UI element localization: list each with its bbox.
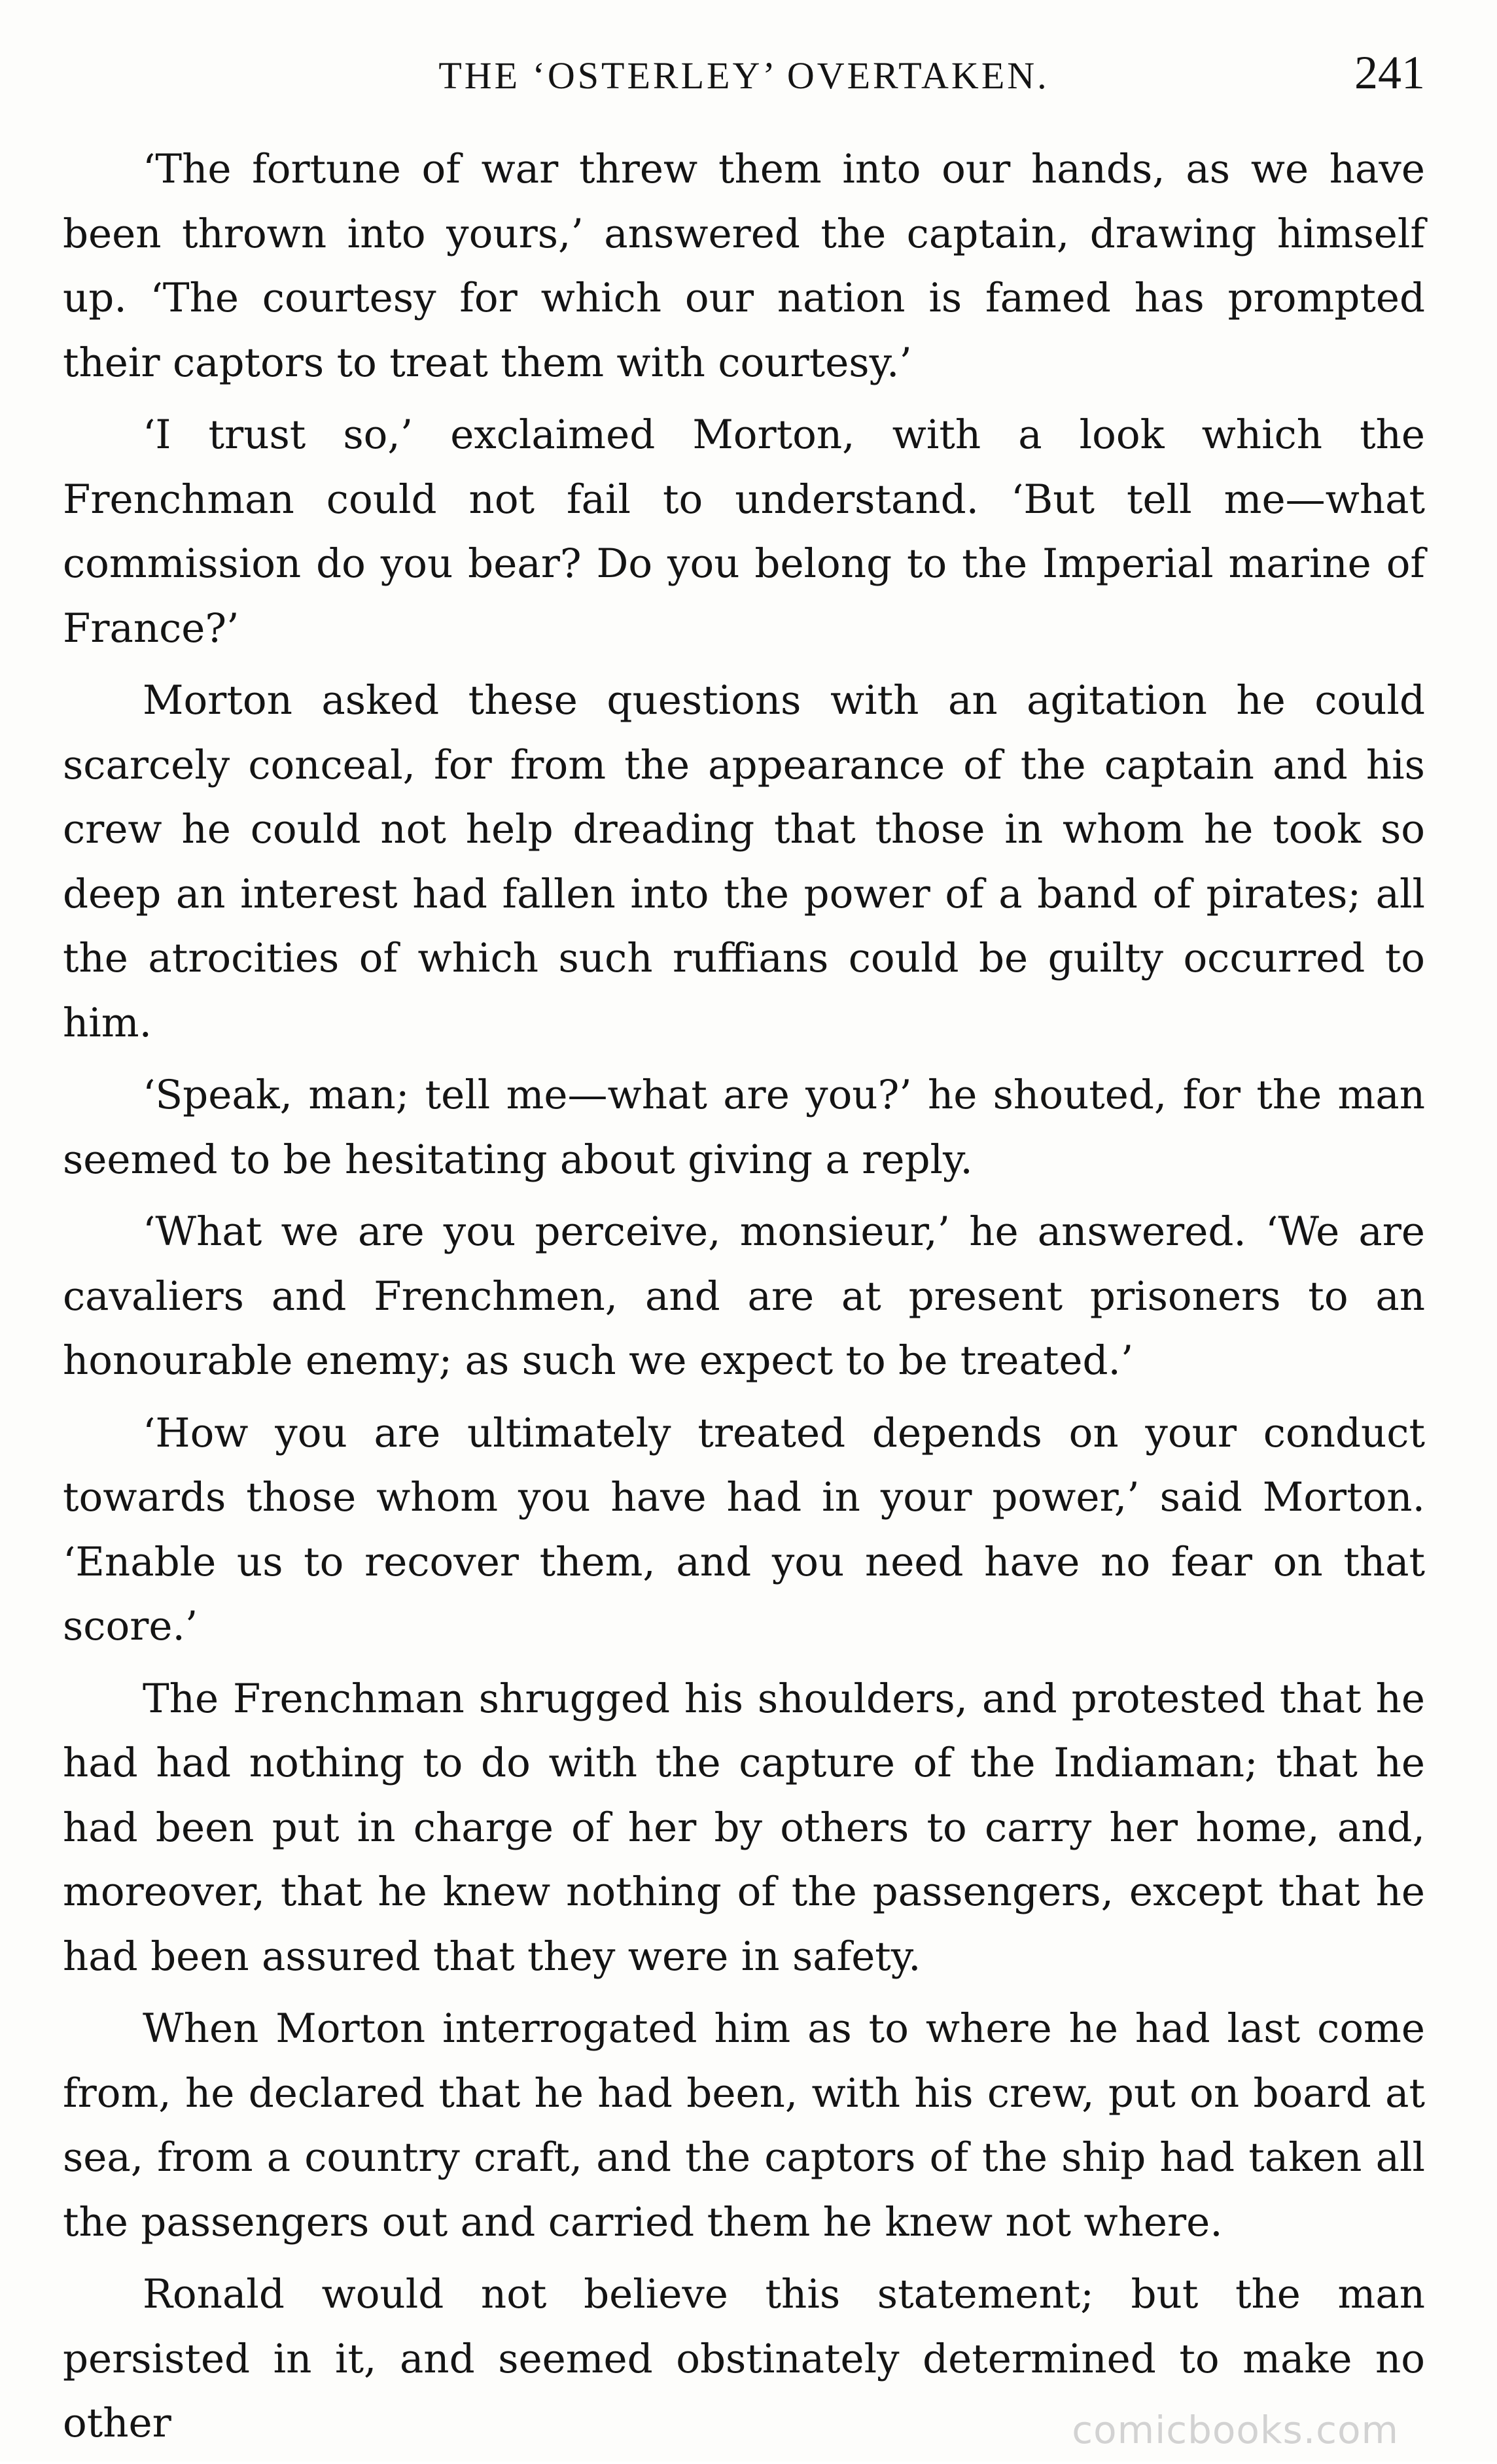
- paragraph-9: Ronald would not believe this statement; but the man persisted in it, and seemed obstinately determined to make no other: [63, 2271, 1425, 2446]
- paragraph-4: ‘Speak, man; tell me—what are you?’ he shouted, for the man seemed to be hesitating about giving a reply.: [63, 1072, 1425, 1183]
- page-number: 241: [1354, 46, 1425, 99]
- paragraph-2: ‘I trust so,’ exclaimed Morton, with a look which the Frenchman could not fail to understand. ‘But tell me—what commission do you bear? Do you belong to the Imperial marine of France?’: [63, 412, 1425, 652]
- paragraph-8: When Morton interrogated him as to where he had last come from, he declared that he had been, with his crew, put on board at sea, from a country craft, and the captors of the ship had taken all the passengers out and carried them he knew not where.: [63, 2005, 1425, 2245]
- running-title: THE ‘OSTERLEY’ OVERTAKEN.: [438, 54, 1049, 97]
- paragraph-5: ‘What we are you perceive, monsieur,’ he answered. ‘We are cavaliers and Frenchmen, and are at present prisoners to an honourable enemy; as such we expect to be treated.’: [63, 1208, 1425, 1384]
- running-head: [63, 39, 1425, 111]
- body-text: [63, 137, 1425, 2464]
- paragraph-6: ‘How you are ultimately treated depends on your conduct towards those whom you have had in your power,’ said Morton. ‘Enable us to recover them, and you need have no fear on that score.’: [63, 1409, 1425, 1649]
- paragraph-7: The Frenchman shrugged his shoulders, and protested that he had had nothing to do with the capture of the Indiaman; that he had been put in charge of her by others to carry her home, and, moreover, that he knew nothing of the passengers, except that he had been assured that they were in safety.: [63, 1675, 1425, 1980]
- paragraph-1: ‘The fortune of war threw them into our hands, as we have been thrown into yours,’ answered the captain, drawing himself up. ‘The courtesy for which our nation is famed has prompted their captors to treat them with courtesy.’: [63, 146, 1425, 386]
- paragraph-3: Morton asked these questions with an agitation he could scarcely conceal, for from the appearance of the captain and his crew he could not help dreading that those in whom he took so deep an interest had fallen into the power of a band of pirates; all the atrocities of which such ruffians could be guilty occurred to him.: [63, 677, 1425, 1046]
- watermark: comicbooks.com: [1072, 2408, 1399, 2452]
